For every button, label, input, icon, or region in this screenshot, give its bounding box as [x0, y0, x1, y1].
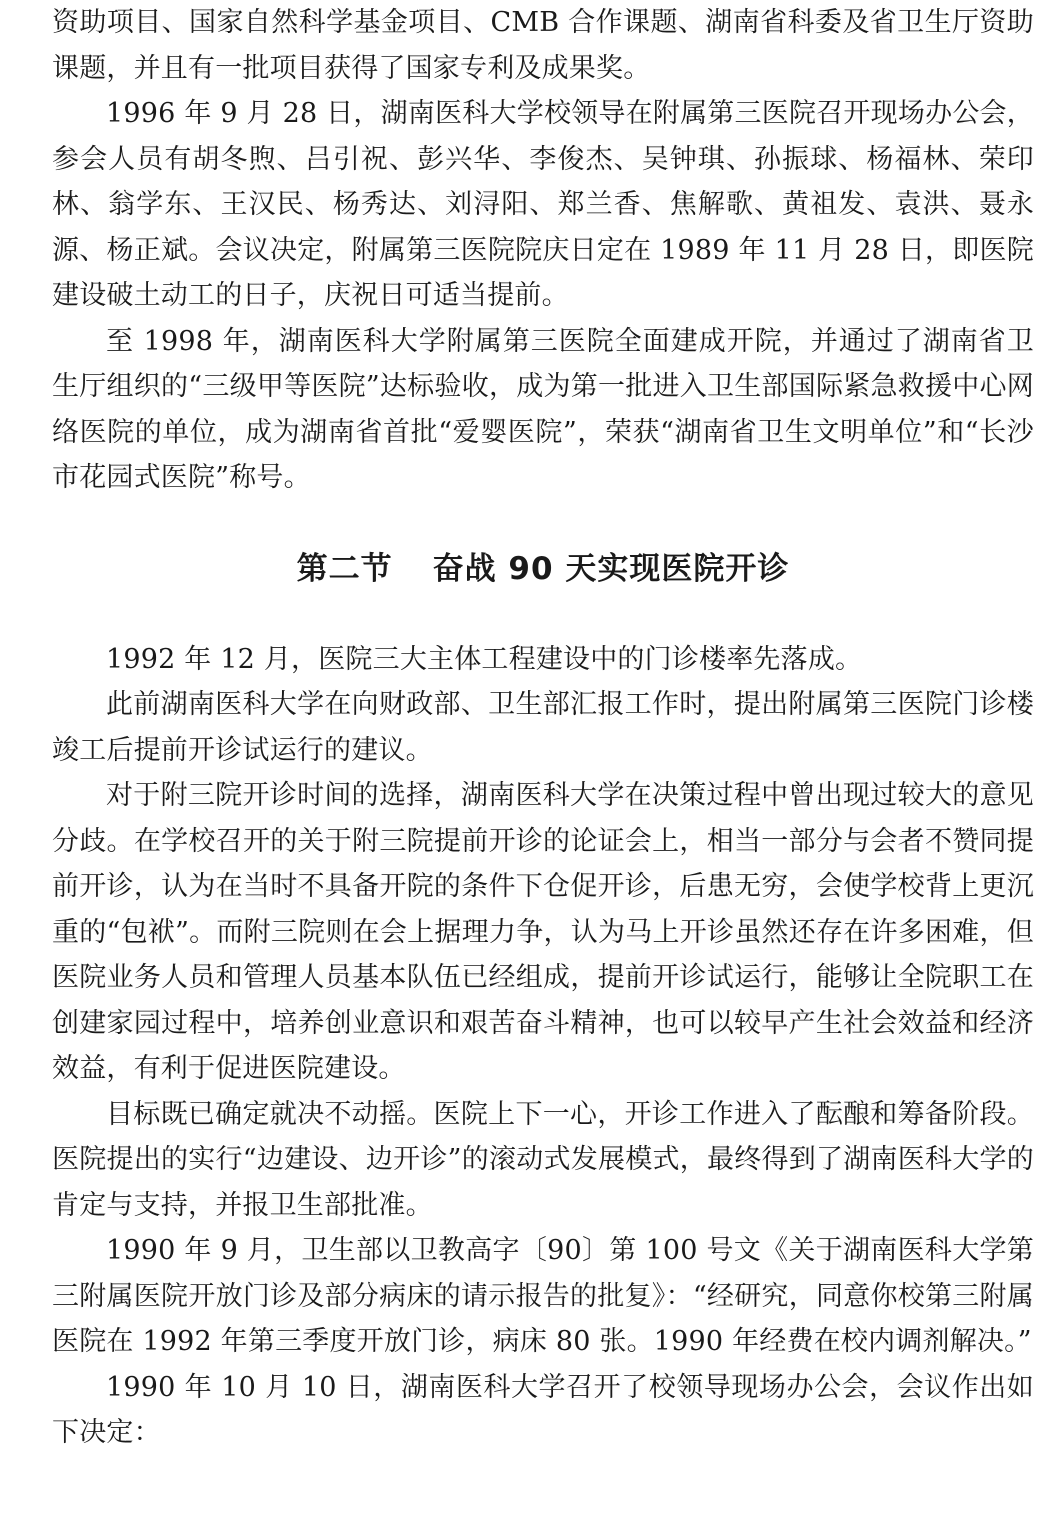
paragraph: 1996 年 9 月 28 日，湖南医科大学校领导在附属第三医院召开现场办公会，参会人员有胡冬煦、吕引祝、彭兴华、李俊杰、吴钟琪、孙振球、杨福林、荣印林、翁学东、王汉民、杨秀达、刘浔阳、郑兰香、焦解歌、黄祖发、袁洪、聂永源、杨正斌。会议决定，附属第三医院院庆日定在 1989 年 11 月 28 日，即医院建设破土动工的日子，庆祝日可适当提前。	[52, 98, 1034, 311]
paragraph: 对于附三院开诊时间的选择，湖南医科大学在决策过程中曾出现过较大的意见分歧。在学校召开的关于附三院提前开诊的论证会上，相当一部分与会者不赞同提前开诊，认为在当时不具备开院的条件下仓促开诊，后患无穷，会使学校背上更沉重的“包袱”。而附三院则在会上据理力争，认为马上开诊虽然还存在许多困难，但医院业务人员和管理人员基本队伍已经组成，提前开诊试运行，能够让全院职工在创建家园过程中，培养创业意识和艰苦奋斗精神，也可以较早产生社会效益和经济效益，有利于促进医院建设。	[52, 780, 1034, 1084]
paragraph: 至 1998 年，湖南医科大学附属第三医院全面建成开院，并通过了湖南省卫生厅组织的“三级甲等医院”达标验收，成为第一批进入卫生部国际紧急救援中心网络医院的单位，成为湖南省首批“爱婴医院”，荣获“湖南省卫生文明单位”和“长沙市花园式医院”称号。	[52, 325, 1034, 493]
section-number: 第二节	[296, 550, 393, 587]
paragraph: 此前湖南医科大学在向财政部、卫生部汇报工作时，提出附属第三医院门诊楼竣工后提前开诊试运行的建议。	[52, 689, 1034, 766]
paragraph: 目标既已确定就决不动摇。医院上下一心，开诊工作进入了酝酿和筹备阶段。医院提出的实行“边建设、边开诊”的滚动式发展模式，最终得到了湖南医科大学的肯定与支持，并报卫生部批准。	[52, 1098, 1034, 1221]
section-heading	[52, 547, 1034, 591]
paragraph: 1990 年 9 月，卫生部以卫教高字〔90〕第 100 号文《关于湖南医科大学第三附属医院开放门诊及部分病床的请示报告的批复》：“经研究，同意你校第三附属医院在 1992 年第三季度开放门诊，病床 80 张。1990 年经费在校内调剂解决。”	[52, 1235, 1034, 1357]
section-title: 奋战 90 天实现医院开诊	[432, 550, 790, 587]
document-page	[52, 0, 1034, 1456]
paragraph: 1990 年 10 月 10 日，湖南医科大学召开了校领导现场办公会，会议作出如下决定：	[52, 1371, 1034, 1448]
paragraph: 1992 年 12 月，医院三大主体工程建设中的门诊楼率先落成。	[106, 643, 863, 675]
paragraph: 资助项目、国家自然科学基金项目、CMB 合作课题、湖南省科委及省卫生厅资助课题，并且有一批项目获得了国家专利及成果奖。	[52, 7, 1034, 84]
